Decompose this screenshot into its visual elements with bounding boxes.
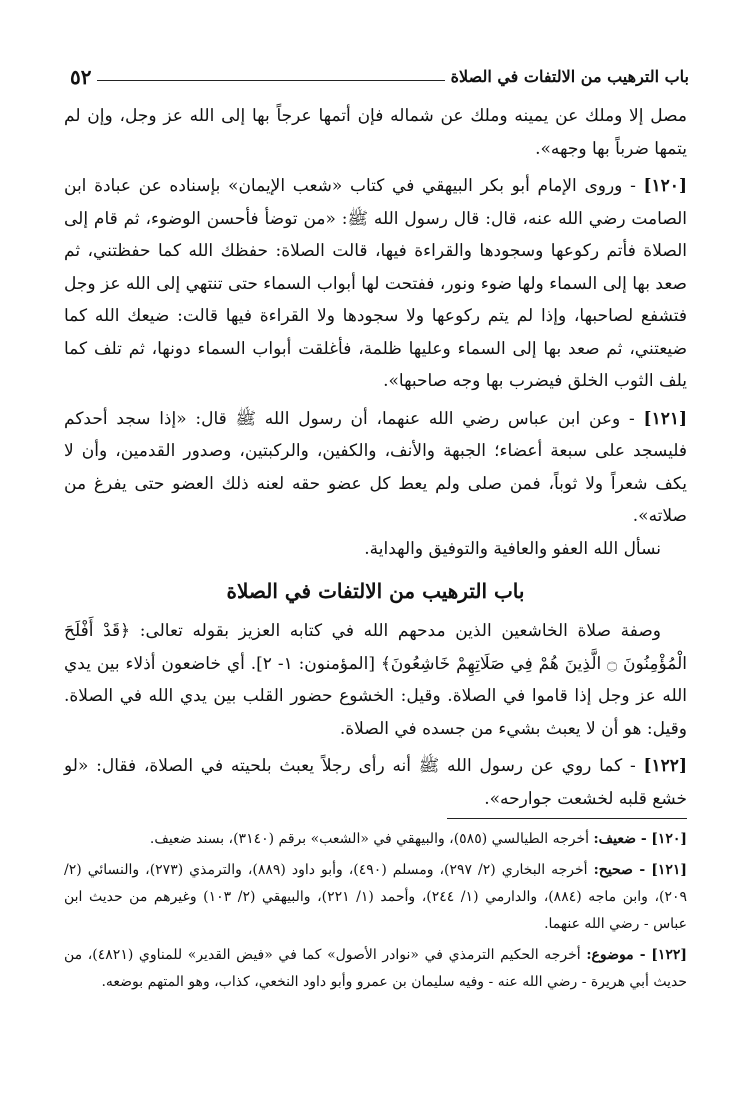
hadith-number: [١٢٠] xyxy=(643,176,687,196)
footnote-number: [١٢٠] xyxy=(651,831,687,847)
grading-label: - ضعيف: xyxy=(593,831,647,847)
footnote-number: [١٢١] xyxy=(651,862,687,878)
main-text xyxy=(64,100,687,815)
running-title: باب الترهيب من الالتفات في الصلاة xyxy=(450,67,689,86)
footnote xyxy=(64,857,687,938)
footnote-text: أخرجه الحكيم الترمذي في «نوادر الأصول» كما في «فيض القدير» للمناوي (٤٨٢١)، من حديث أبي هريرة - رضي الله عنه - وفيه سليمان بن عمرو وأبو داود النخعي، كذاب، وهو المتهم بوضعه. xyxy=(64,947,687,990)
footnote xyxy=(64,826,687,853)
section-heading: باب الترهيب من الالتفات في الصلاة xyxy=(226,579,525,603)
section-intro: وصفة صلاة الخاشعين الذين مدحهم الله في كتابه العزيز بقوله تعالى: ﴿قَدْ أَفْلَحَ الْمُؤْمِنُونَ ۝ الَّذِينَ هُمْ فِي صَلَاتِهِمْ خَاشِعُونَ﴾ [المؤمنون: ١- ٢]. أي خاضعون أذلاء بين يدي الله عز وجل إذا قاموا في الصلاة. وقيل: الخشوع حضور القلب بين يدي الله في الصلاة. وقيل: هو أن لا يعبث بشيء من جسده في الصلاة. xyxy=(64,621,687,739)
hadith-number: [١٢٢] xyxy=(643,756,687,776)
footnote-text: أخرجه البخاري (٢/ ٢٩٧)، ومسلم (٤٩٠)، وأبو داود (٨٨٩)، والترمذي (٢٧٣)، والنسائي (٢/ ٢٠٩)، وابن ماجه (٨٨٤)، والدارمي (١/ ٢٤٤)، وأحمد (١/ ٢٢١)، والبيهقي (٢/ ١٠٣) وغيرهم من حديث ابن عباس - رضي الله عنهما. xyxy=(64,862,687,932)
footnote-number: [١٢٢] xyxy=(651,947,688,963)
hadith-121 xyxy=(64,403,687,533)
grading-label: - صحيح: xyxy=(593,862,646,878)
hadith-text: - وروى الإمام أبو بكر البيهقي في كتاب «شعب الإيمان» بإسناده عن عبادة ابن الصامت رضي الله عنه، قال: قال رسول الله ﷺ: «من توضأ فأحسن الوضوء، ثم قام إلى الصلاة فأتم ركوعها وسجودها والقراءة فيها، قالت الصلاة: حفظك الله كما حفظتني، ثم صعد بها إلى السماء ولها ضوء ونور، ففتحت لها أبواب السماء حتى تنتهي إلى الله عز وجل فتشفع لصاحبها، وإذا لم يتم ركوعها ولا سجودها ولا القراءة فيها قالت: ضيعك الله كما ضيعتني، ثم صعد بها إلى السماء وعليها ظلمة، فأغلقت أبواب السماء دونها، ثم تلف كما يلف الثوب الخلق فيضرب بها وجه صاحبها». xyxy=(64,176,687,391)
hadith-number: [١٢١] xyxy=(643,408,688,429)
footnote xyxy=(64,942,687,996)
hadith-120 xyxy=(64,170,687,398)
page-number: ٥٢ xyxy=(70,65,92,89)
hadith-text: - وعن ابن عباس رضي الله عنهما، أن رسول الله ﷺ قال: «إذا سجد أحدكم فليسجد على سبعة أعضاء؛ الجبهة والأنف، والكفين، والركبتين، وصدور القدمين، وأن لا يكف شعراً ولا ثوباً، فمن صلى ولم يعط كل عضو حقه لعنه ذلك العضو حتى يفرغ من صلاته». xyxy=(64,408,687,526)
hadith-text: - كما روي عن رسول الله ﷺ أنه رأى رجلاً يعبث بلحيته في الصلاة، فقال: «لو خشع قلبه لخشعت جوارحه». xyxy=(64,756,687,809)
grading-label: - موضوع: xyxy=(586,947,646,963)
running-header xyxy=(62,58,689,88)
footnotes xyxy=(64,826,687,1000)
closing-supplication: نسأل الله العفو والعافية والتوفيق والهداية. xyxy=(364,538,661,559)
header-rule xyxy=(97,80,444,81)
continuation-paragraph: مصل إلا وملك عن يمينه وملك عن شماله فإن أتمها عرجاً بها إلى الله عز وجل، وإن لم يتمها ضرباً بها وجهه». xyxy=(64,106,687,159)
footnote-text: أخرجه الطيالسي (٥٨٥)، والبيهقي في «الشعب» برقم (٣١٤٠)، بسند ضعيف. xyxy=(149,831,594,847)
footnote-separator xyxy=(447,818,687,819)
hadith-122 xyxy=(64,750,687,815)
